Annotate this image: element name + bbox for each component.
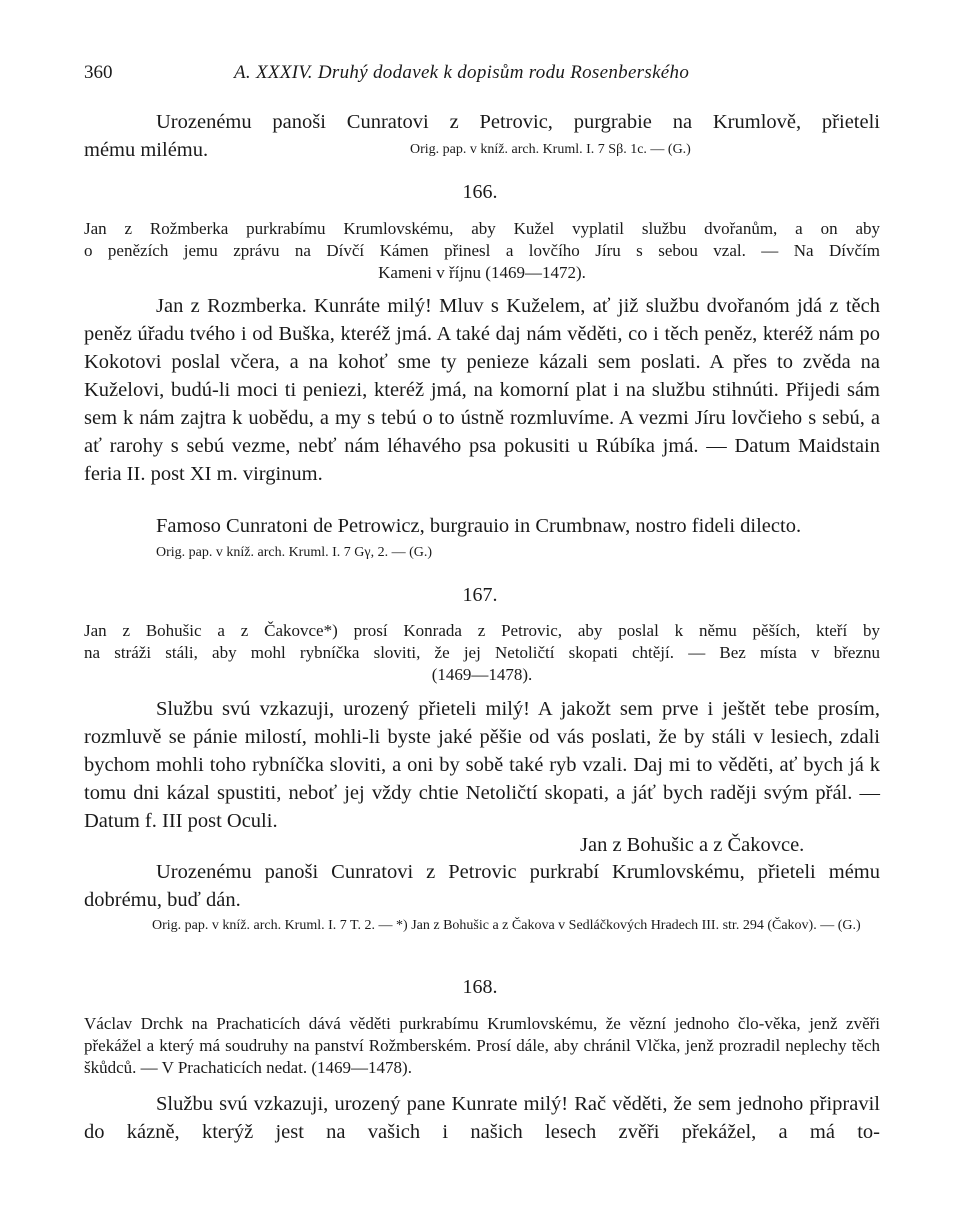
letter-167-body: Službu svú vzkazuji, urozený přieteli milý! A jakožt sem prve i ještět tebe prosím, rozmluvě se pánie milostí, mohli-li byste jaké pěšie od vás poslati, že by stáli v lesiech, zdali bychom mohli toho rybníčka sloviti, a oni by sobě také ryb vzali. Daj mi to věděti, ať bych já k tomu dni kázal spustiti, neboť jej vždy chtie Netoličtí skopati, a jáť bych raději svým přál. — Datum f. III post Oculi.	[84, 698, 880, 832]
letter-166-address: Famoso Cunratoni de Petrowicz, burgrauio in Crumbnaw, nostro fideli dilecto.	[156, 515, 802, 537]
letter-167-regest-line3: (1469—1478).	[431, 665, 533, 684]
letter-167-address: Urozenému panoši Cunratovi z Petrovic purkrabí Krumlovskému, přieteli mému dobrému, buď dán.	[84, 861, 880, 911]
page-number: 360	[84, 62, 113, 83]
letter-167-regest-line1: Jan z Bohušic a z Čakovce*) prosí Konrada z Petrovic, aby poslal k němu pěších, kteří by	[84, 621, 880, 640]
prev-source: Orig. pap. v kníž. arch. Kruml. I. 7 Sβ. 1c. — (G.)	[410, 142, 691, 157]
letter-167-signature: Jan z Bohušic a z Čakovce.	[580, 834, 805, 856]
letter-166-regest-line1: Jan z Rožmberka purkrabímu Krumlovskému, aby Kužel vyplatil službu dvořanům, a on aby	[84, 219, 880, 238]
letter-167-number: 167.	[462, 584, 498, 606]
letter-166-body: Jan z Rozmberka. Kunráte milý! Mluv s Kuželem, ať již službu dvořanóm jdá z těch peněz úřadu tvého i od Buška, kteréž jmá. A také daj nám věděti, co i těch peněz, kteréž nám po Kokotovi poslal včera, a na kohoť sme ty penieze kázali sem poslati. A přes to zvěda na Kuželovi, budú-li moci ti peniezi, kteréž jmá, na komorní plat i na službu stihnúti. Přijedi sám sem k nám zajtra k uobědu, a my s tebú o to ústně rozmluvíme. A vezmi Jíru lovčieho s sebú, a ať rarohy s sebú vezme, nebť nám léhavého psa pokusiti u Rúbíka jmá. — Datum Maidstain feria II. post XI m. virginum.	[84, 295, 880, 485]
page-header	[84, 62, 880, 88]
letter-166-number: 166.	[462, 181, 498, 203]
letter-166-regest-line2: o penězích jemu zprávu na Dívčí Kámen přinesl a lovčího Jíru s sebou vzal. — Na Dívčím	[84, 241, 880, 260]
running-title: A. XXXIV. Druhý dodavek k dopisům rodu Rosenberského	[234, 62, 690, 83]
letter-168-regest: Václav Drchk na Prachaticích dává věděti purkrabímu Krumlovskému, že vězní jednoho člo-věka, jenž zvěři překážel a který má soudruhy na panství Rožmberském. Prosí dále, aby chránil Vlčka, jenž prozradil neplechy těch škůdců. — V Prachaticích nedat. (1469—1478).	[84, 1014, 880, 1077]
letter-168-number: 168.	[462, 976, 498, 998]
letter-166-source: Orig. pap. v kníž. arch. Kruml. I. 7 Gγ, 2. — (G.)	[156, 545, 433, 560]
letter-166-regest-line3: Kameni v říjnu (1469—1472).	[378, 263, 586, 282]
letter-167-regest-line2: na stráži stáli, aby mohl rybníčka sloviti, že jej Netoličtí skopati chtějí. — Bez místa v březnu	[84, 643, 880, 662]
letter-167-note: Orig. pap. v kníž. arch. Kruml. I. 7 T. 2. — *) Jan z Bohušic a z Čakova v Sedláčkových Hradech III. str. 294 (Čakov). — (G.)	[152, 918, 861, 933]
letter-168-body: Službu svú vzkazuji, urozený pane Kunrate milý! Rač věděti, že sem jednoho připravil do kázně, kterýž jest na vašich i našich lesech zvěři překážel, a má to-	[84, 1093, 880, 1143]
prev-address-line2: mému milému.	[84, 139, 209, 161]
prev-address-line1: Urozenému panoši Cunratovi z Petrovic, purgrabie na Krumlově, přieteli	[156, 111, 880, 133]
